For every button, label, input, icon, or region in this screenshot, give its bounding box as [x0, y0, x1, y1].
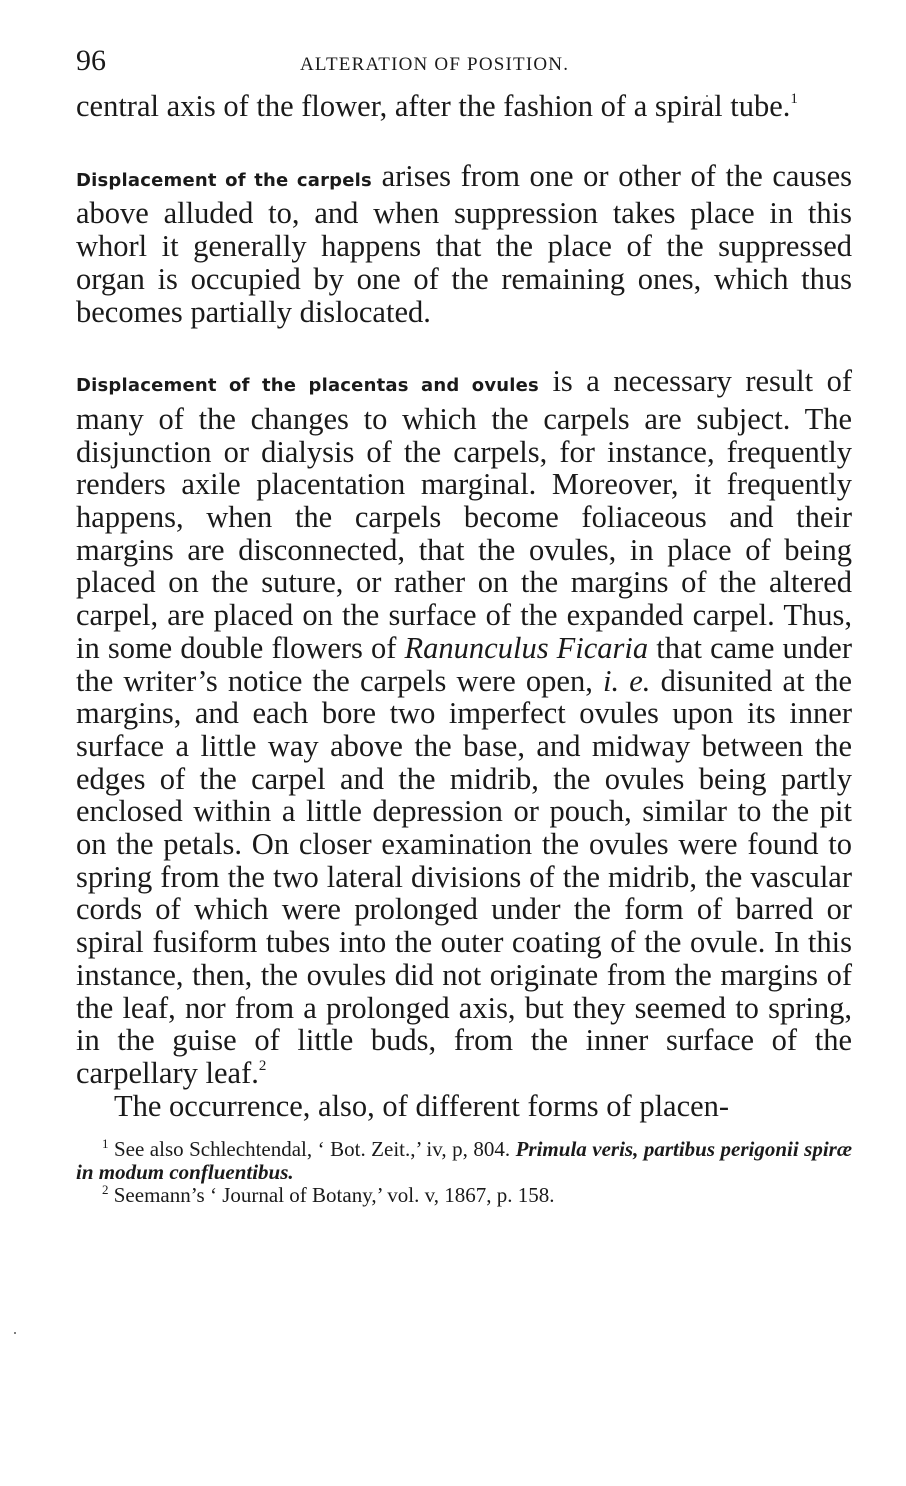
footnote-ref: 2	[258, 1057, 267, 1074]
paragraph-continuation	[76, 90, 852, 123]
paragraph-placentas	[76, 365, 852, 1089]
footnote-italic: Primula veris, partibus perigonii spiræ in modum confluentibus.	[76, 1137, 852, 1185]
footnote-1	[76, 1138, 852, 1184]
footnote-text: See also Schlechtendal, ‘ Bot. Zeit.,’ iv, p, 804.	[113, 1137, 516, 1162]
paragraph-text: The occurrence, also, of different forms of placen-	[114, 1088, 730, 1123]
running-title: ALTERATION OF POSITION.	[300, 54, 570, 75]
paragraph-text: central axis of the flower, after the fashion of a spiral tube.	[76, 89, 791, 123]
footnotes	[76, 1138, 852, 1207]
footnote-mark: 2	[102, 1182, 109, 1198]
book-page	[76, 40, 852, 1207]
speck-mark	[14, 1332, 16, 1334]
section-heading: Displacement of the placentas and ovules	[76, 375, 539, 397]
footnote-2	[76, 1184, 852, 1207]
page-number: 96	[76, 44, 106, 77]
footnote-text: Seemann’s ‘ Journal of Botany,’ vol. v, 1867, p. 158.	[113, 1183, 555, 1208]
body-text	[76, 90, 852, 1122]
paragraph-text: disunited at the margins, and each bore two imperfect ovules upon its inner surface a little way above the base, and midway between the edges of the carpel and the midrib, the ovules being partly enclosed within a little depression or pouch, similar to the pit on the petals. On closer examination the ovules were found to spring from the two lateral divisions of the midrib, the vascular cords of which were prolonged under the form of barred or spiral fusiform tubes into the outer coating of the ovule. In this instance, then, the ovules did not originate from the margins of the leaf, nor from a prolonged axis, but they seemed to spring, in the guise of little buds, from the inner surface of the carpellary leaf.	[76, 663, 852, 1090]
italic-abbreviation: i. e.	[602, 663, 651, 698]
section-heading: Displacement of the carpels	[76, 169, 372, 191]
paragraph-text: arises from one or other of the causes above alluded to, and when suppression takes place in this whorl it generally happens that the place of the suppressed organ is occupied by one of the remaining ones, which thus becomes partially dislocated.	[76, 158, 852, 329]
footnote-ref: 1	[790, 91, 798, 107]
italic-genus: Ranunculus Ficaria	[404, 630, 649, 665]
paragraph-text: is a necessary result of many of the changes to which the carpels are subject. The disjunction or dialysis of the carpels, for instance, frequently renders axile placentation marginal. Moreover, it frequently happens, when the carpels become foliaceous and their margins are disconnected, that the ovules, in place of being placed on the suture, or rather on the margins of the altered carpel, are placed on the surface of the expanded carpel. Thus, in some double flowers of	[76, 364, 852, 665]
paragraph-carpels	[76, 160, 852, 329]
footnote-mark: 1	[102, 1136, 109, 1152]
paragraph-placentation	[76, 1090, 852, 1123]
paragraph-text: that came under the writer’s notice the carpels were open,	[76, 630, 852, 698]
running-head	[76, 40, 852, 90]
